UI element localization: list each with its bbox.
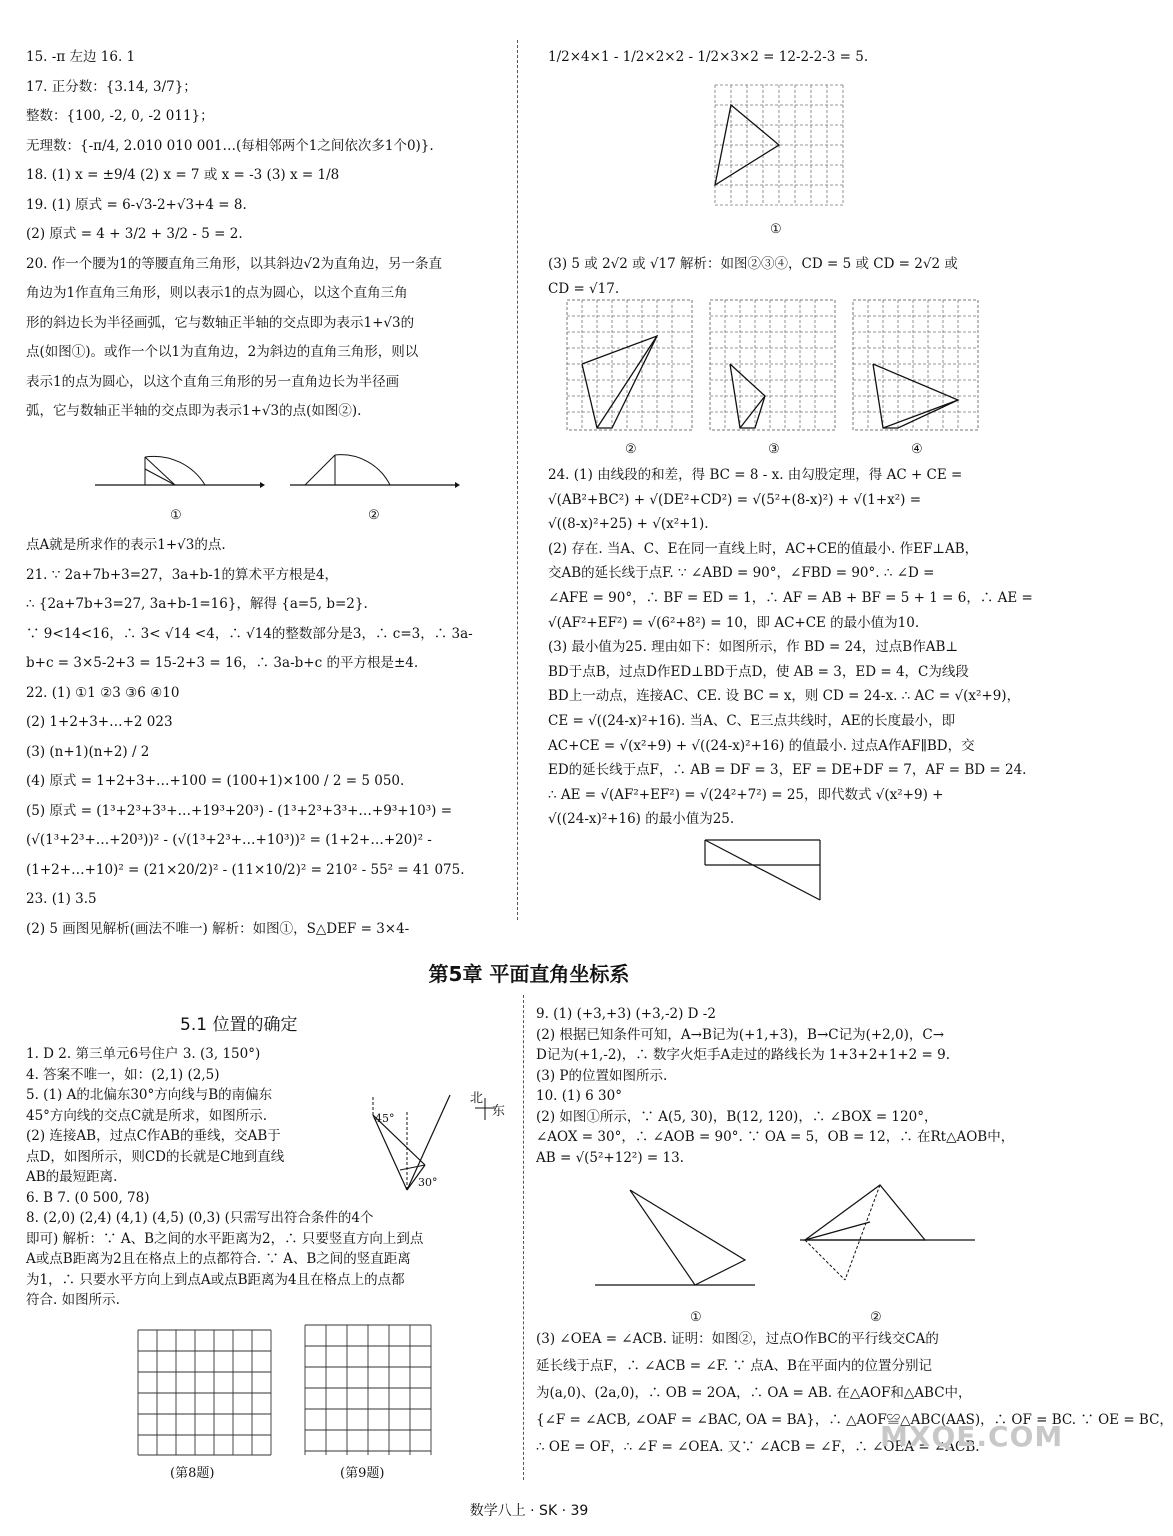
grid-figure-problem9 <box>305 1325 435 1455</box>
answer-line: AC+CE = √(x²+9) + √((24-x)²+16) 的值最小. 过点A作AF∥BD，交 <box>548 737 975 754</box>
figure-label-1: ① <box>170 508 182 523</box>
grid-figure-label-1: ① <box>770 222 782 237</box>
answer-line: A或点B距离为2且在格点上的点都符合. ∵ A、B之间的竖直距离 <box>26 1251 411 1267</box>
answer-line: 为1，∴ 只要水平方向上到点A或点B距离为4且在格点上的点都 <box>26 1271 405 1288</box>
answer-line: 为(a,0)、(2a,0)，∴ OB = 2OA，∴ OA = AB. 在△AOF和△ABC中， <box>536 1385 972 1401</box>
answer-line: (3) 最小值为25. 理由如下：如图所示，作 BD = 24，过点B作AB⊥ <box>548 639 959 656</box>
answer-line: (2) 根据已知条件可知，A→B记为(+1,+3)，B→C记为(+2,0)，C→ <box>536 1026 945 1043</box>
answer-line: (2) 1+2+3+…+2 023 <box>26 714 173 730</box>
answer-line: 点D，如图所示，则CD的长就是C地到直线 <box>26 1148 285 1165</box>
answer-line: CD = √17. <box>548 281 620 297</box>
answer-line: 形的斜边长为半径画弧，它与数轴正半轴的交点即为表示1+√3的 <box>26 314 415 331</box>
answer-line: 15. -π 左边 16. 1 <box>26 49 136 65</box>
answer-line: 17. 正分数：{3.14, 3/7}； <box>26 78 197 95</box>
grid-label-problem8: (第8题) <box>170 1466 215 1481</box>
grid-figure-label-2: ② <box>625 442 637 457</box>
answer-line: 1/2×4×1 - 1/2×2×2 - 1/2×3×2 = 12-2-2-3 = 5. <box>548 49 869 65</box>
answer-line: 6. B 7. (0 500, 78) <box>26 1189 150 1206</box>
answer-line: 延长线于点F，∴ ∠ACB = ∠F. ∵ 点A、B在平面内的位置分别记 <box>536 1358 932 1374</box>
answer-line: 点(如图①)。或作一个以1为直角边，2为斜边的直角三角形，则以 <box>26 344 419 360</box>
grid-figure-problem8 <box>138 1330 273 1455</box>
answer-line: 1. D 2. 第三单元6号住户 3. (3, 150°) <box>26 1046 261 1062</box>
answer-line: D记为(+1,-2)，∴ 数字火炬手A走过的路线长为 1+3+2+1+2 = 9. <box>536 1047 950 1063</box>
answer-line: 交AB的延长线于点F. ∵ ∠ABD = 90°，∠FBD = 90°. ∴ ∠D = <box>548 565 935 582</box>
answer-line: 角边为1作直角三角形，则以表示1的点为圆心，以这个直角三角 <box>26 285 408 301</box>
answer-line: 5. (1) A的北偏东30°方向线与B的南偏东 <box>26 1087 273 1103</box>
answer-line: 表示1的点为圆心，以这个直角三角形的另一直角边长为半径画 <box>26 373 400 390</box>
answer-line: 23. (1) 3.5 <box>26 891 97 907</box>
answer-line: ∠AFE = 90°，∴ BF = ED = 1，∴ AF = AB + BF = 5 + 1 = 6，∴ AE = <box>548 590 1033 606</box>
answer-line: ∴ AE = √(AF²+EF²) = √(24²+7²) = 25，即代数式 √(x²+9) + <box>548 786 944 803</box>
answer-line: √((8-x)²+25) + √(x²+1). <box>548 516 709 533</box>
answer-line: (1+2+…+10)² = (21×20/2)² - (11×10/2)² = 210² - 55² = 41 075. <box>26 861 465 878</box>
answer-line: CE = √((24-x)²+16). 当A、C、E三点共线时，AE的长度最小，即 <box>548 713 956 729</box>
problem10-label-2: ② <box>870 1310 882 1325</box>
grid-figure-label-3: ③ <box>768 442 780 457</box>
answer-line: 45°方向线的交点C就是所求，如图所示. <box>26 1107 268 1124</box>
answer-line: 8. (2,0) (2,4) (4,1) (4,5) (0,3) (只需写出符合条件的4个 <box>26 1210 374 1226</box>
answer-line: (2) 如图①所示，∵ A(5, 30)，B(12, 120)，∴ ∠BOX = 120°， <box>536 1108 938 1125</box>
problem10-figure-1 <box>595 1180 760 1295</box>
chapter-title: 第5章 平面直角坐标系 <box>428 962 630 986</box>
answer-line: (3) P的位置如图所示. <box>536 1067 668 1084</box>
answer-line: ∠AOX = 30°，∴ ∠AOB = 90°. ∵ OA = 5，OB = 12，∴ 在Rt△AOB中， <box>536 1129 1015 1145</box>
answer-line: ED的延长线于点F，∴ AB = DF = 3，EF = DE+DF = 7，AF = BD = 24. <box>548 762 1027 779</box>
answer-line: 弧，它与数轴正半轴的交点即为表示1+√3的点(如图②). <box>26 403 362 419</box>
north-label: 北 <box>470 1091 484 1106</box>
grid-figure-4 <box>853 300 978 430</box>
grid-figure-2 <box>567 300 692 430</box>
page-footer: 数学八上 · SK · 39 <box>469 1503 589 1519</box>
answer-line: √((24-x)²+16) 的最小值为25. <box>548 811 735 828</box>
answer-line: 19. (1) 原式 = 6-√3-2+√3+4 = 8. <box>26 196 247 213</box>
answer-line: 点A就是所求作的表示1+√3的点. <box>26 537 226 553</box>
answer-line: ∵ 9<14<16，∴ 3< √14 <4，∴ √14的整数部分是3，∴ c=3，∴ 3a- <box>26 625 473 642</box>
answer-line: (2) 存在. 当A、C、E在同一直线上时，AC+CE的值最小. 作EF⊥AB， <box>548 540 979 557</box>
problem10-label-1: ① <box>690 1310 702 1325</box>
answer-line: 即可) 解析：∵ A、B之间的水平距离为2，∴ 只要竖直方向上到点 <box>26 1230 424 1247</box>
answer-line: ∴ OE = OF，∴ ∠F = ∠OEA. 又∵ ∠ACB = ∠F，∴ ∠OEA = ∠ACB. <box>536 1439 980 1455</box>
grid-label-problem9: (第9题) <box>340 1466 385 1481</box>
watermark-logo: MXQE.COM <box>880 1420 1064 1453</box>
answer-line: √(AB²+BC²) + √(DE²+CD²) = √(5²+(8-x)²) + √(1+x²) = <box>548 491 922 508</box>
east-label: 东 <box>492 1104 506 1119</box>
answer-line: (2) 连接AB，过点C作AB的垂线，交AB于 <box>26 1128 281 1144</box>
angle-45-label: 45° <box>375 1112 395 1125</box>
answer-line: AB = √(5²+12²) = 13. <box>536 1149 684 1166</box>
answer-line: 20. 作一个腰为1的等腰直角三角形，以其斜边√2为直角边，另一条直 <box>26 255 443 272</box>
answer-line: 9. (1) (+3,+3) (+3,-2) D -2 <box>536 1006 716 1022</box>
column-divider-top <box>517 40 518 920</box>
grid-figure-label-4: ④ <box>911 442 923 457</box>
answer-line: (2) 原式 = 4 + 3/2 + 3/2 - 5 = 2. <box>26 226 243 242</box>
number-line-figure-2 <box>290 455 460 515</box>
problem10-figure-2 <box>800 1180 980 1290</box>
answer-line: 10. (1) 6 30° <box>536 1088 622 1104</box>
answer-line: 无理数：{-π/4, 2.010 010 001…(每相邻两个1之间依次多1个0)}. <box>26 137 434 154</box>
answer-line: 4. 答案不唯一，如：(2,1) (2,5) <box>26 1066 220 1083</box>
answer-line: BD于点B，过点D作ED⊥BD于点D，使 AB = 3，ED = 4，C为线段 <box>548 663 969 680</box>
answer-line: 18. (1) x = ±9/4 (2) x = 7 或 x = -3 (3) x = 1/8 <box>26 167 340 183</box>
answer-line: √(AF²+EF²) = √(6²+8²) = 10，即 AC+CE 的最小值为10. <box>548 614 920 631</box>
answer-line: AB的最短距离. <box>26 1169 118 1185</box>
answer-line: (3) (n+1)(n+2) / 2 <box>26 743 150 760</box>
number-line-figure-1 <box>95 455 265 515</box>
column-divider-bottom <box>523 995 524 1480</box>
answer-line: (2) 5 画图见解析(画法不唯一) 解析：如图①，S△DEF = 3×4- <box>26 920 410 937</box>
answer-line: (3) ∠OEA = ∠ACB. 证明：如图②，过点O作BC的平行线交CA的 <box>536 1331 939 1347</box>
answer-line: 符合. 如图所示. <box>26 1292 120 1308</box>
answer-line: {∠F = ∠ACB, ∠OAF = ∠BAC, OA = BA}，∴ △AOF≌△ABC(AAS)，∴ OF = BC. ∵ OE = BC， <box>536 1412 1173 1428</box>
answer-line: BD上一动点，连接AC、CE. 设 BC = x，则 CD = 24-x. ∴ AC = √(x²+9)， <box>548 688 1021 705</box>
answer-line: (3) 5 或 2√2 或 √17 解析：如图②③④，CD = 5 或 CD = 2√2 或 <box>548 256 958 272</box>
answer-line: 22. (1) ①1 ②3 ③6 ④10 <box>26 684 180 701</box>
section-title: 5.1 位置的确定 <box>180 1015 298 1035</box>
angle-30-label: 30° <box>418 1176 438 1189</box>
grid-figure-1 <box>715 85 845 205</box>
answer-line: (5) 原式 = (1³+2³+3³+…+19³+20³) - (1³+2³+3³+…+9³+10³) = <box>26 802 453 819</box>
grid-figure-3 <box>710 300 835 430</box>
answer-line: (4) 原式 = 1+2+3+…+100 = (100+1)×100 / 2 = 5 050. <box>26 773 405 789</box>
figure-label-2: ② <box>368 508 380 523</box>
answer-line: ∴ {2a+7b+3=27, 3a+b-1=16}，解得 {a=5, b=2}. <box>26 596 368 612</box>
problem24-figure <box>700 835 830 905</box>
answer-line: 21. ∵ 2a+7b+3=27，3a+b-1的算术平方根是4， <box>26 566 339 583</box>
answer-line: 整数：{100, -2, 0, -2 011}； <box>26 108 214 124</box>
answer-line: 24. (1) 由线段的和差，得 BC = 8 - x. 由勾股定理，得 AC + CE = <box>548 467 963 483</box>
answer-line: (√(1³+2³+…+20³))² - (√(1³+2³+…+10³))² = (1+2+…+20)² - <box>26 832 432 848</box>
answer-line: b+c = 3×5-2+3 = 15-2+3 = 16，∴ 3a-b+c 的平方根是±4. <box>26 655 419 671</box>
